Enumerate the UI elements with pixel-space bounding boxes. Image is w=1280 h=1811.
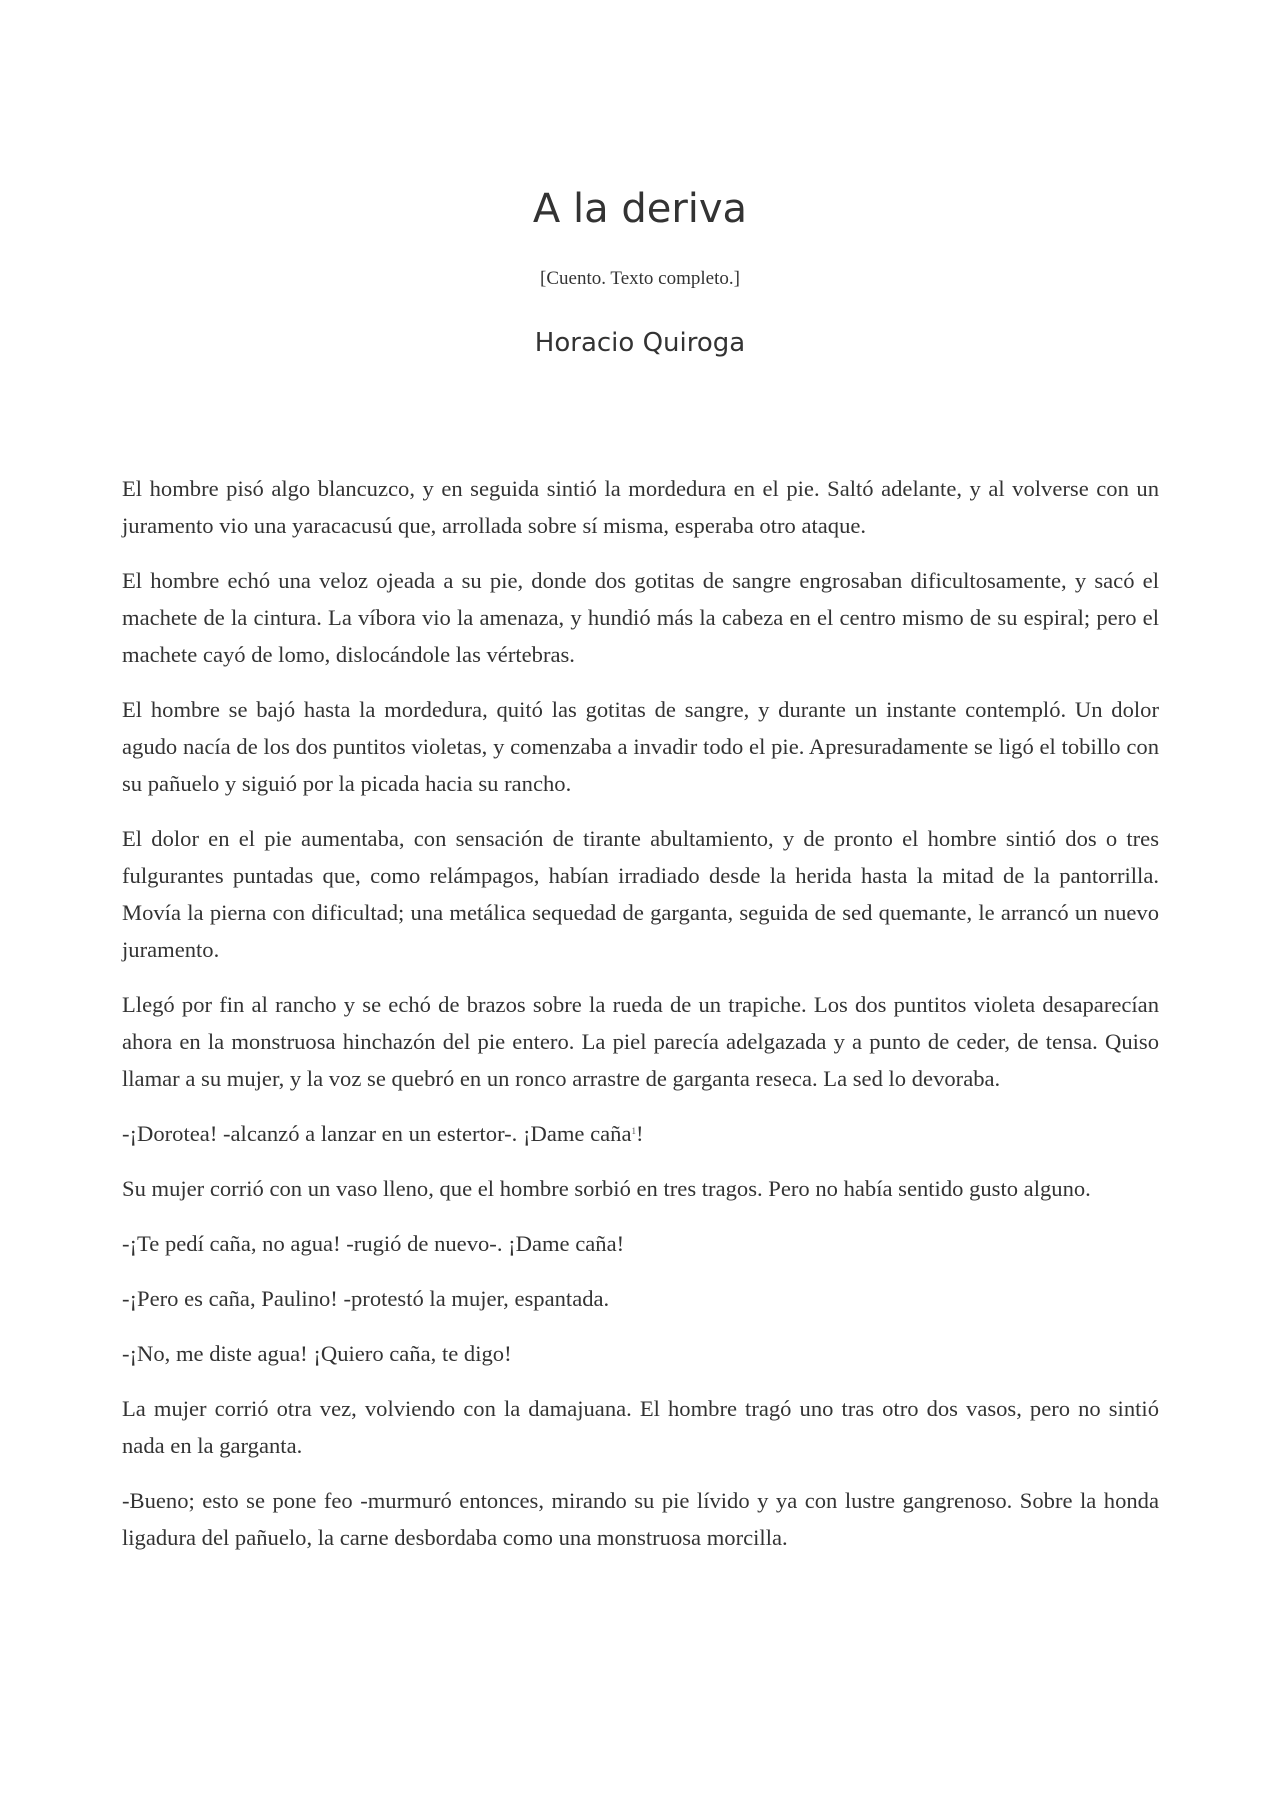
paragraph: Llegó por fin al rancho y se echó de brazos sobre la rueda de un trapiche. Los dos puntitos violeta desaparecían ahora en la monstruosa hinchazón del pie entero. La piel parecía adelgazada y a punto de ceder, de tensa. Quiso llamar a su mujer, y la voz se quebró en un ronco arrastre de garganta reseca. La sed lo devoraba. xyxy=(122,992,1159,1091)
paragraph: La mujer corrió otra vez, volviendo con la damajuana. El hombre tragó uno tras otro dos vasos, pero no sintió nada en la garganta. xyxy=(122,1396,1159,1458)
dialogue-text-end: ! xyxy=(636,1121,644,1146)
dialogue-paragraph: -¡No, me diste agua! ¡Quiero caña, te digo! xyxy=(122,1341,512,1366)
story-title: A la deriva xyxy=(532,186,748,232)
dialogue-paragraph: -Bueno; esto se pone feo -murmuró entonces, mirando su pie lívido y ya con lustre gangrenoso. Sobre la honda ligadura del pañuelo, la carne desbordaba como una monstruosa morcilla. xyxy=(122,1488,1159,1550)
paragraph: El hombre se bajó hasta la mordedura, quitó las gotitas de sangre, y durante un instante contempló. Un dolor agudo nacía de los dos puntitos violetas, y comenzaba a invadir todo el pie. Apresuradamente se ligó el tobillo con su pañuelo y siguió por la picada hacia su rancho. xyxy=(122,697,1159,796)
dialogue-paragraph xyxy=(122,1115,1159,1152)
story-author: Horacio Quiroga xyxy=(534,328,746,358)
paragraph: Su mujer corrió con un vaso lleno, que el hombre sorbió en tres tragos. Pero no había sentido gusto alguno. xyxy=(122,1176,1091,1201)
story-subtitle: [Cuento. Texto completo.] xyxy=(540,268,740,289)
dialogue-paragraph: -¡Pero es caña, Paulino! -protestó la mujer, espantada. xyxy=(122,1286,610,1311)
story-body xyxy=(122,470,1159,1574)
paragraph: El hombre pisó algo blancuzco, y en seguida sintió la mordedura en el pie. Saltó adelante, y al volverse con un juramento vio una yaracacusú que, arrollada sobre sí misma, esperaba otro ataque. xyxy=(122,476,1159,538)
footnote-marker[interactable]: 1 xyxy=(631,1126,636,1136)
dialogue-paragraph: -¡Te pedí caña, no agua! -rugió de nuevo-. ¡Dame caña! xyxy=(122,1231,625,1256)
paragraph: El dolor en el pie aumentaba, con sensación de tirante abultamiento, y de pronto el hombre sintió dos o tres fulgurantes puntadas que, como relámpagos, habían irradiado desde la herida hasta la mitad de la pantorrilla. Movía la pierna con dificultad; una metálica sequedad de garganta, seguida de sed quemante, le arrancó un nuevo juramento. xyxy=(122,826,1159,962)
dialogue-text: -¡Dorotea! -alcanzó a lanzar en un estertor-. ¡Dame caña xyxy=(122,1121,632,1146)
paragraph: El hombre echó una veloz ojeada a su pie, donde dos gotitas de sangre engrosaban dificultosamente, y sacó el machete de la cintura. La víbora vio la amenaza, y hundió más la cabeza en el centro mismo de su espiral; pero el machete cayó de lomo, dislocándole las vértebras. xyxy=(122,568,1159,667)
